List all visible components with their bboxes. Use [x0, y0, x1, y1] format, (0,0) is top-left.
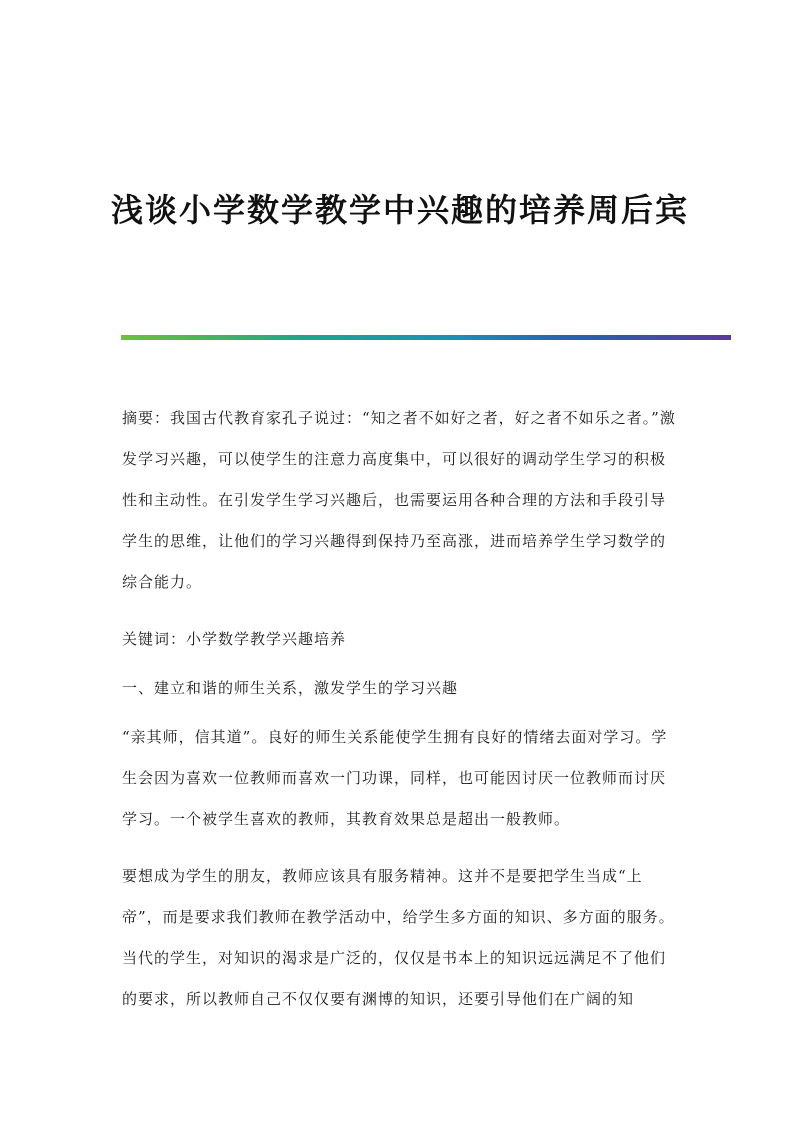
- document-title: 浅谈小学数学教学中兴趣的培养周后宾: [110, 191, 689, 229]
- keywords-paragraph: 关键词：小学数学教学兴趣培养: [122, 630, 347, 648]
- body-paragraph: “亲其师，信其道”。良好的师生关系能使学生拥有良好的情绪去面对学习。学生会因为喜欢一位教师而喜欢一门功课，同样，也可能因讨厌一位教师而讨厌学习。一个被学生喜欢的教师，其教育效果总是超出一般教师。: [122, 728, 668, 828]
- section-heading: 一、建立和谐的师生关系，激发学生的学习兴趣: [122, 679, 459, 697]
- title-divider: [121, 335, 731, 340]
- abstract-paragraph: 摘要：我国古代教育家孔子说过：“知之者不如好之者，好之者不如乐之者。”激发学习兴趣，可以使学生的注意力高度集中，可以很好的调动学生学习的积极性和主动性。在引发学生学习兴趣后，也需要运用各种合理的方法和手段引导学生的思维，让他们的学习兴趣得到保持乃至高涨，进而培养学生学习数学的综合能力。: [122, 409, 676, 591]
- document-body: [122, 398, 678, 1036]
- body-paragraph: 要想成为学生的朋友，教师应该具有服务精神。这并不是要把学生当成“上帝”，而是要求我们教师在教学活动中，给学生多方面的知识、多方面的服务。当代的学生，对知识的渴求是广泛的，仅仅是书本上的知识远远满足不了他们的要求，所以教师自己不仅仅要有渊博的知识，还要引导他们在广阔的知: [122, 867, 675, 1008]
